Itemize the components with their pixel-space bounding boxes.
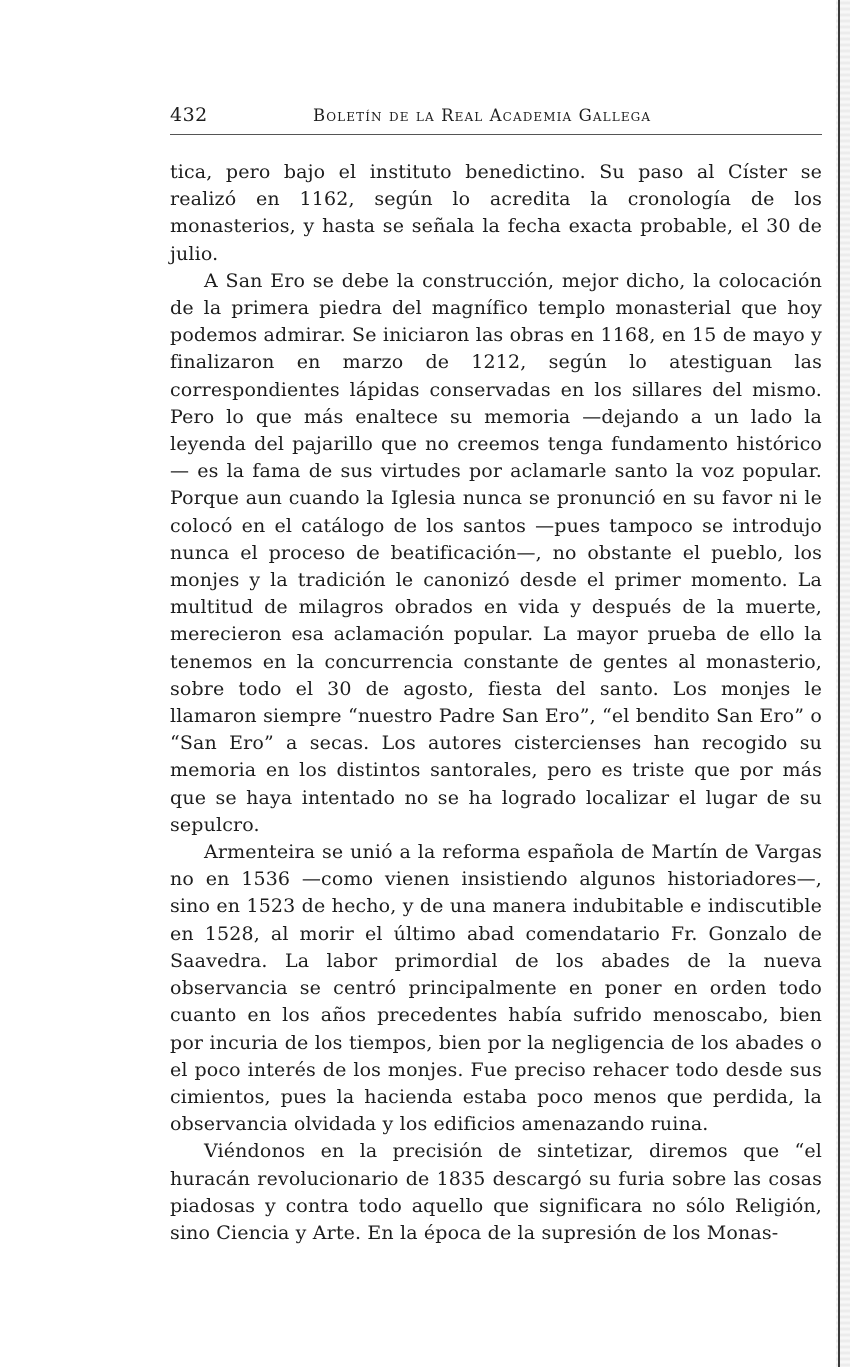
header-rule	[170, 134, 822, 135]
paragraph-3: Armenteira se unió a la reforma española de Martín de Vargas no en 1536 —como vienen insistiendo algunos historiadores—, sino en 1523 de hecho, y de una manera indubitable e indiscutible en 1528, al morir el último abad comendatario Fr. Gonzalo de Saavedra. La labor primordial de los abades de la nueva observancia se centró principalmente en poner en orden todo cuanto en los años precedentes había sufrido menoscabo, bien por incuria de los tiempos, bien por la negligencia de los abades o el poco interés de los monjes. Fue preciso rehacer todo desde sus cimientos, pues la hacienda estaba poco menos que perdida, la observancia olvidada y los edificios amenazando ruina.	[170, 841, 822, 1136]
paragraph-2: A San Ero se debe la construcción, mejor dicho, la colocación de la primera piedra del magnífico templo monasterial que hoy podemos admirar. Se iniciaron las obras en 1168, en 15 de mayo y finalizaron en marzo de 1212, según lo atestiguan las correspondientes lápidas conservadas en los sillares del mismo. Pero lo que más enaltece su memoria —dejando a un lado la leyenda del pajarillo que no creemos tenga fundamento histórico— es la fama de sus virtudes por aclamarle santo la voz popular. Porque aun cuando la Iglesia nunca se pronunció en su favor ni le colocó en el catálogo de los santos —pues tampoco se introdujo nunca el proceso de beatificación—, no obstante el pueblo, los monjes y la tradición le canonizó desde el primer momento. La multitud de milagros obrados en vida y después de la muerte, merecieron esa aclamación popular. La mayor prueba de ello la tenemos en la concurrencia constante de gentes al monasterio, sobre todo el 30 de agosto, fiesta del santo. Los monjes le llamaron siempre “nuestro Padre San Ero”, “el bendito San Ero” o “San Ero” a secas. Los autores cistercienses han recogido su memoria en los distintos santorales, pero es triste que por más que se haya intentado no se ha logrado localizar el lugar de su sepulcro.	[170, 269, 822, 836]
page-header	[170, 104, 822, 136]
body-text	[170, 159, 822, 1247]
paragraph-1: tica, pero bajo el instituto benedictino. Su paso al Císter se realizó en 1162, según lo acredita la cronología de los monasterios, y hasta se señala la fecha exacta probable, el 30 de julio.	[170, 161, 822, 265]
page-number: 432	[170, 104, 208, 126]
running-title: Boletín de la Real Academia Gallega	[313, 106, 652, 125]
paragraph-4: Viéndonos en la precisión de sintetizar, diremos que “el huracán revolucionario de 1835 descargó su furia sobre las cosas piadosas y contra todo aquello que significara no sólo Religión, sino Ciencia y Arte. En la época de la supresión de los Monas-	[170, 1140, 822, 1244]
page-edge-line	[838, 0, 840, 1367]
